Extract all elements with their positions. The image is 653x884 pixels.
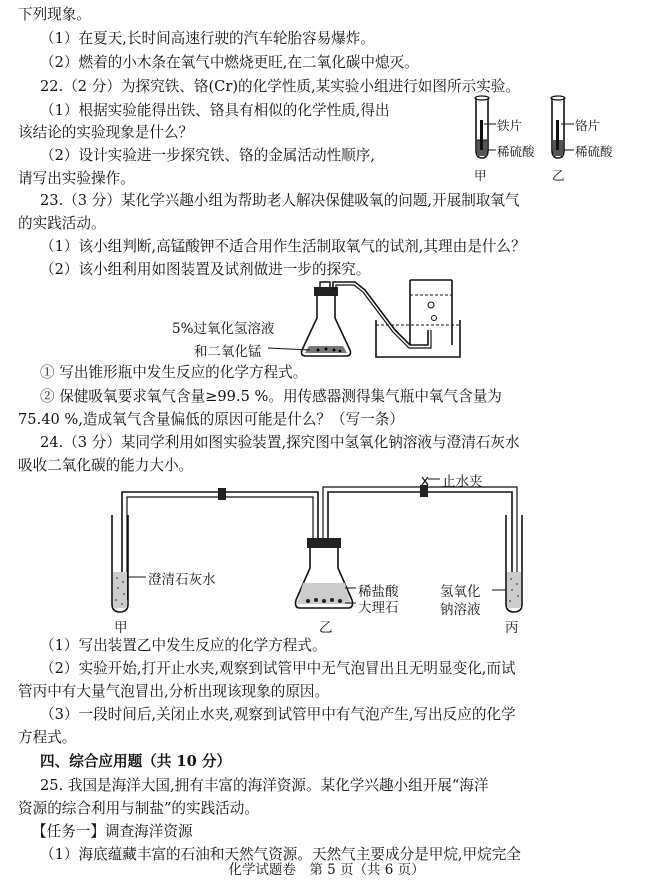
label-yi: 乙 — [319, 620, 333, 636]
text-line: ② 保健吸氧要求氧气含量≥99.5 %。用传感器测得集气瓶中氧气含量为 — [40, 388, 502, 405]
text-line: ① 写出锥形瓶中发生反应的化学方程式。 — [40, 364, 308, 381]
text-line: （2）该小组利用如图装置及试剂做进一步的探究。 — [40, 261, 371, 278]
text-line: 吸收二氧化碳的能力大小。 — [18, 457, 194, 474]
text-line: 请写出实验操作。 — [18, 170, 135, 187]
label-jia: 甲 — [114, 620, 128, 636]
label-iron-sheet: 铁片 — [497, 118, 523, 133]
text-line: 方程式。 — [18, 729, 77, 746]
label-marble: 大理石 — [358, 600, 399, 616]
text-line: （1）海底蕴藏丰富的石油和天然气资源。天然气主要成分是甲烷,甲烷完全 — [40, 846, 521, 863]
label-acid-left: 稀硫酸 — [497, 144, 535, 159]
text-line: 资源的综合利用与制盐”的实践活动。 — [18, 800, 259, 817]
text-line: 75.40 %,造成氧气含量偏低的原因可能是什么？（写一条） — [18, 411, 404, 428]
text-line: 管丙中有大量气泡冒出,分析出现该现象的原因。 — [18, 683, 330, 700]
text-line: （1）在夏天,长时间高速行驶的汽车轮胎容易爆炸。 — [40, 30, 375, 47]
text-line: （1）写出装置乙中发生反应的化学方程式。 — [40, 637, 327, 654]
label-naoh-line1: 氢氧化 — [440, 584, 481, 600]
task-heading: 【任务一】调查海洋资源 — [32, 823, 193, 840]
label-jia: 甲 — [474, 168, 487, 183]
text-line: （2）设计实验进一步探究铁、铬的金属活动性顺序, — [40, 147, 375, 164]
question-22-stem: 22.（2 分）为探究铁、铬(Cr)的化学性质,某实验小组进行如图所示实验。 — [40, 78, 520, 95]
text-line: （2）燃着的小木条在氧气中燃烧更旺,在二氧化碳中熄灭。 — [40, 54, 419, 71]
label-acid-right: 稀硫酸 — [575, 144, 613, 159]
text-line: （2）实验开始,打开止水夹,观察到试管甲中无气泡冒出且无明显变化,而试 — [40, 660, 516, 677]
section-heading: 四、综合应用题（共 10 分） — [40, 753, 232, 770]
text-line: 下列现象。 — [18, 6, 91, 23]
label-reagent-line1: 5%过氧化氢溶液 — [172, 321, 275, 337]
label-limewater: 澄清石灰水 — [148, 572, 216, 588]
label-bing: 丙 — [505, 620, 519, 636]
text-line: 该结论的实验现象是什么？ — [18, 124, 194, 141]
text-line: （1）该小组判断,高锰酸钾不适合用作生活制取氧气的试剂,其理由是什么？ — [40, 238, 526, 255]
question-24-stem: 24.（3 分）某同学利用如图实验装置,探究图中氢氧化钠溶液与澄清石灰水 — [40, 434, 520, 451]
label-hcl: 稀盐酸 — [358, 584, 399, 600]
label-reagent-line2: 和二氧化锰 — [194, 344, 262, 360]
question-23-stem: 23.（3 分）某化学兴趣小组为帮助老人解决保健吸氧的问题,开展制取氧气 — [40, 192, 520, 209]
page-footer: 化学试题卷 第 5 页（共 6 页） — [228, 862, 425, 878]
question-25-stem: 25. 我国是海洋大国,拥有丰富的海洋资源。某化学兴趣小组开展“海洋 — [40, 777, 489, 794]
label-yi: 乙 — [552, 168, 565, 183]
label-naoh-line2: 钠溶液 — [440, 602, 481, 618]
label-clamp: 止水夹 — [442, 474, 483, 490]
label-chromium-sheet: 铬片 — [575, 118, 601, 133]
text-line: （3）一段时间后,关闭止水夹,观察到试管甲中有气泡产生,写出反应的化学 — [40, 706, 516, 723]
text-line: （1）根据实验能得出铁、铬具有相似的化学性质,得出 — [40, 102, 390, 119]
text-line: 的实践活动。 — [18, 215, 106, 232]
